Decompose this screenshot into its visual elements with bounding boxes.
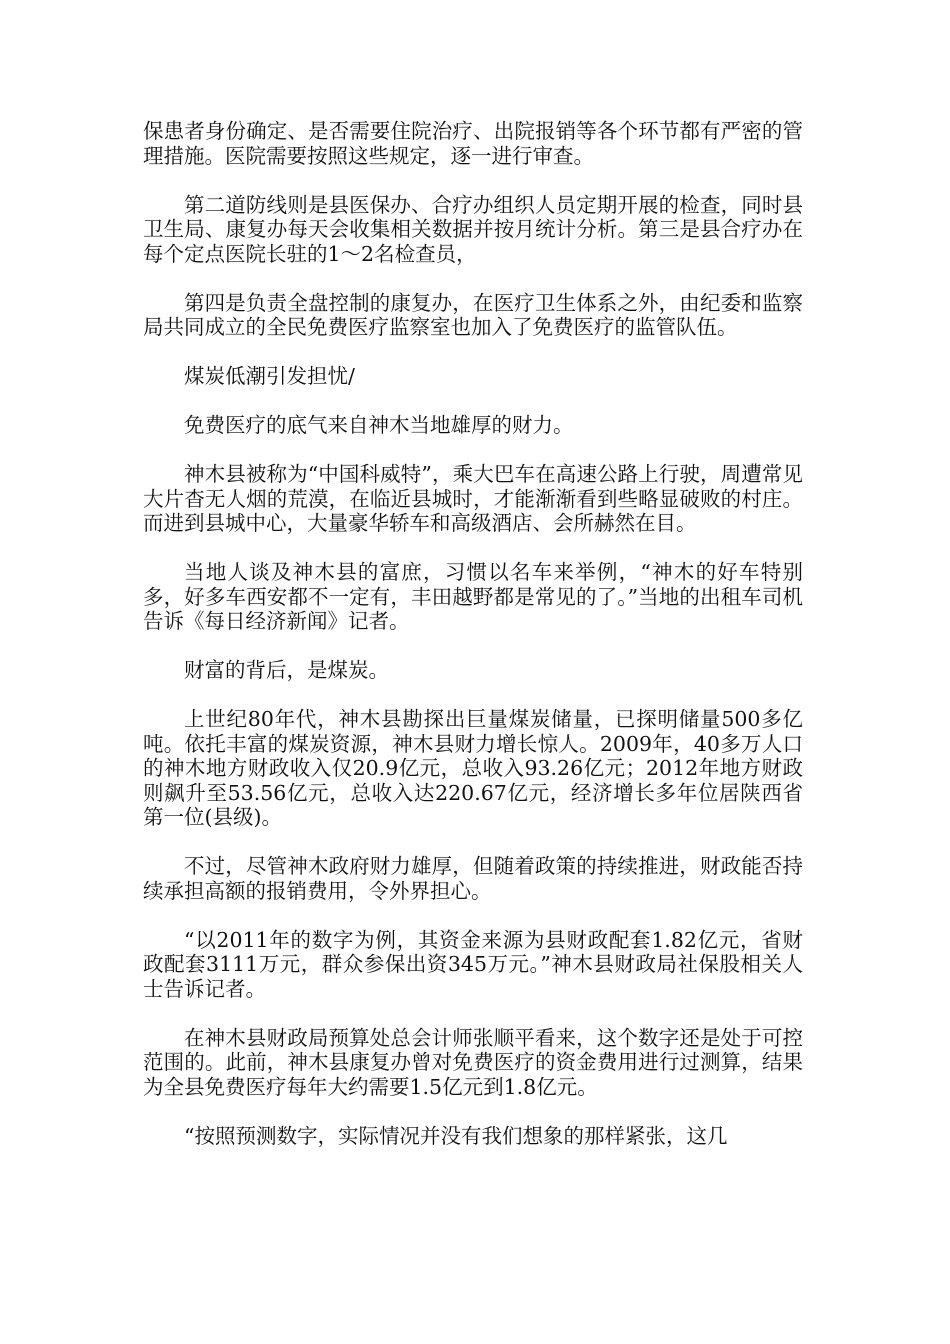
paragraph: “以2011年的数字为例，其资金来源为县财政配套1.82亿元，省财政配套3111万元，群众参保出资345万元。”神木县财政局社保股相关人士告诉记者。 — [143, 927, 803, 1001]
paragraph: 当地人谈及神木县的富庶，习惯以名车来举例，“神木的好车特别多，好多车西安都不一定有，丰田越野都是常见的了。”当地的出租车司机告诉《每日经济新闻》记者。 — [143, 560, 803, 633]
paragraph: 第二道防线则是县医保办、合疗办组织人员定期开展的检查，同时县卫生局、康复办每天会收集相关数据并按月统计分析。第三是县合疗办在每个定点医院长驻的1～2名检查员， — [143, 192, 803, 266]
paragraph: 在神木县财政局预算处总会计师张顺平看来，这个数字还是处于可控范围的。此前，神木县康复办曾对免费医疗的资金费用进行过测算，结果为全县免费医疗每年大约需要1.5亿元到1.8亿元。 — [143, 1025, 803, 1099]
paragraph: 第四是负责全盘控制的康复办，在医疗卫生体系之外，由纪委和监察局共同成立的全民免费医疗监察室也加入了免费医疗的监管队伍。 — [143, 290, 803, 339]
paragraph: 财富的背后，是煤炭。 — [184, 658, 389, 682]
paragraph: “按照预测数字，实际情况并没有我们想象的那样紧张，这几 — [184, 1123, 728, 1148]
article-body — [143, 119, 803, 1173]
paragraph: 免费医疗的底气来自神木当地雄厚的财力。 — [184, 413, 574, 437]
paragraph: 不过，尽管神木政府财力雄厚，但随着政策的持续推进，财政能否持续承担高额的报销费用，令外界担心。 — [143, 854, 803, 903]
paragraph: 上世纪80年代，神木县勘探出巨量煤炭储量，已探明储量500多亿吨。依托丰富的煤炭资源，神木县财力增长惊人。2009年，40多万人口的神木地方财政收入仅20.9亿元，总收入93.26亿元；2012年地方财政则飙升至53.56亿元，总收入达220.67亿元，经济增长多年位居陕西省第一位(县级)。 — [143, 707, 803, 829]
paragraph: 保患者身份确定、是否需要住院治疗、出院报销等各个环节都有严密的管理措施。医院需要按照这些规定，逐一进行审查。 — [143, 119, 803, 168]
section-heading: 煤炭低潮引发担忧/ — [184, 364, 355, 388]
paragraph: 神木县被称为“中国科威特”，乘大巴车在高速公路上行驶，周遭常见大片杳无人烟的荒漠，在临近县城时，才能渐渐看到些略显破败的村庄。而进到县城中心，大量豪华轿车和高级酒店、会所赫然在目。 — [143, 462, 803, 535]
